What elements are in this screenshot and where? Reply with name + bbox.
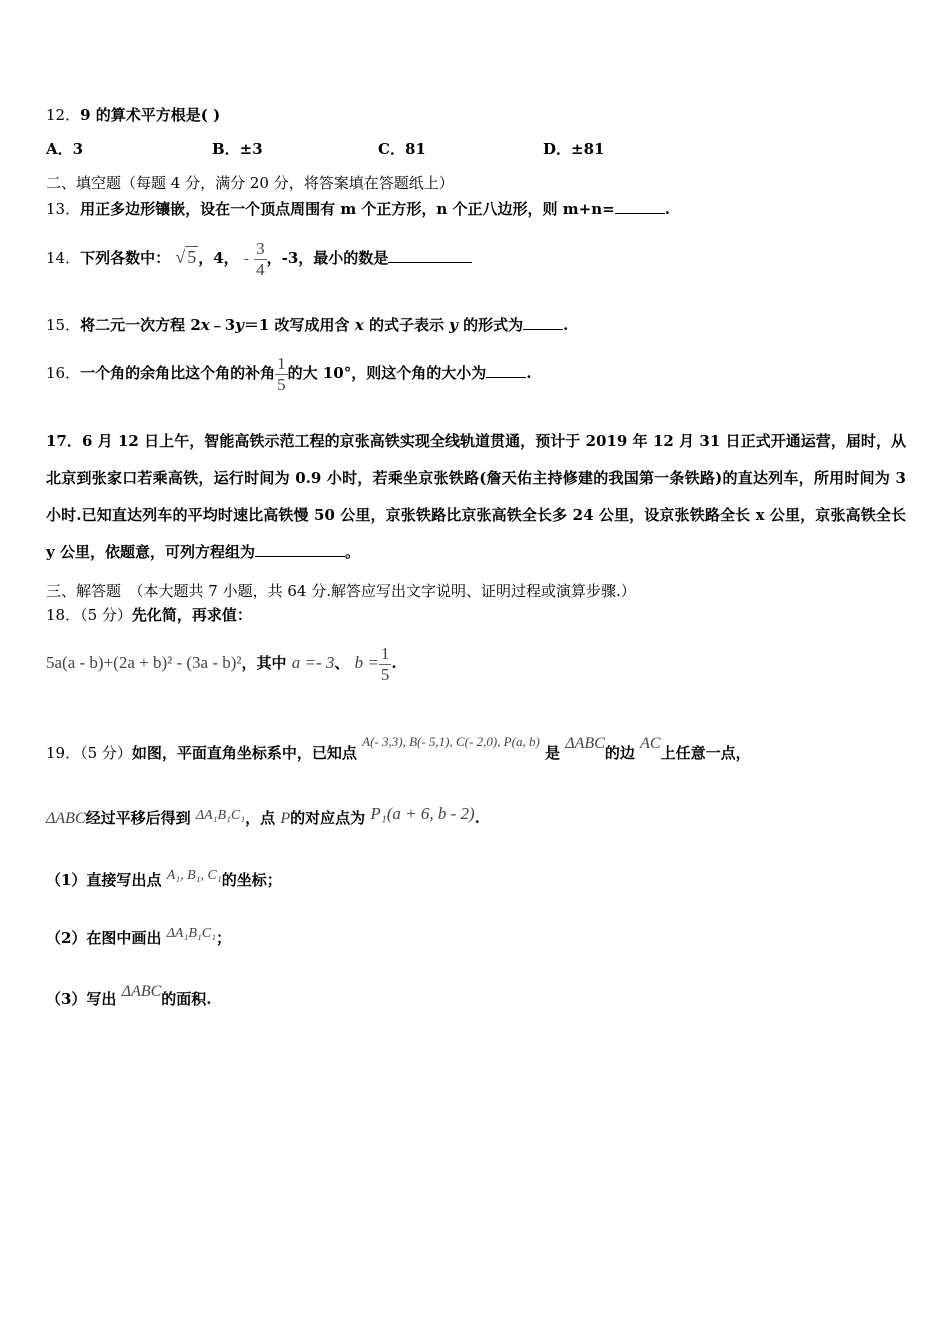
q19-line2-mid: ，点 — [245, 809, 276, 827]
section2-title: 二、填空题（每题 4 分，满分 20 分，将答案填在答题纸上） — [46, 174, 454, 192]
q15-y: y — [235, 316, 244, 334]
sqrt-symbol: √ 5 — [175, 247, 197, 267]
q14-sqrt-arg: 5 — [187, 247, 197, 267]
q15-post: 的形式为 — [457, 316, 524, 334]
q19-line2-end: . — [474, 809, 480, 827]
q15-y2: y — [449, 316, 458, 334]
q18-number: 18． — [46, 606, 81, 624]
q14-number: 14． — [46, 249, 81, 267]
q19-part3 — [46, 974, 212, 1010]
q18-text: 先化简，再求值： — [131, 606, 252, 624]
q19-line1 — [46, 722, 751, 762]
q19-line2-p: P — [280, 810, 291, 827]
q17 — [46, 423, 906, 571]
q19-ac: AC — [640, 735, 661, 752]
q16-post: 的大 10°，则这个角的大小为 — [287, 364, 487, 382]
q19-line2-triangle1: ΔA₁B₁C₁ — [195, 808, 246, 823]
q19-part2-text: ； — [215, 929, 231, 947]
q16-fraction — [275, 354, 288, 395]
q12-number: 12． — [46, 106, 81, 124]
q13-end: . — [664, 200, 670, 218]
q13 — [46, 198, 670, 219]
q17-text: 17．6 月 12 日上午，智能高铁示范工程的京张高铁实现全线轨道贯通，预计于 2019 年 12 月 31 日正式开通运营，届时，从北京到张家口若乘高铁，运行时间为 0.9 小时，若乘坐京张铁路(詹天佑主持修建的我国第一条铁路)的直达列车，所用时间为 3 小时.已知直达列车的平均时速比高铁慢 50 公里，京张铁路比京张高铁全长多 24 公里，设京张铁路全长 x 公里，京张高铁全长 y 公里，依题意，可列方程组为 — [46, 432, 906, 561]
q14-tail: ，-3，最小的数是 — [266, 249, 389, 267]
q13-text: 用正多边形镶嵌，设在一个顶点周围有 m 个正方形，n 个正八边形，则 m+n= — [80, 200, 615, 218]
q18-b-condition: b = — [354, 653, 379, 672]
q19-line2-triangle: ΔABC — [46, 810, 86, 827]
q15-x: x — [200, 316, 210, 334]
q16-end: . — [526, 364, 532, 382]
q19-part3-triangle: ΔABC — [121, 983, 162, 1000]
q15-pre: 将二元一次方程 2 — [80, 316, 201, 334]
q15-mid3: 的式子表示 — [363, 316, 450, 334]
q18-header — [46, 604, 252, 625]
q12-option-c: C．81 — [378, 140, 426, 158]
q19-triangle: ΔABC — [565, 735, 605, 752]
q17-answer-blank[interactable] — [255, 542, 345, 557]
q18-expression-line — [46, 638, 397, 688]
q19-part2-triangle: ΔA₁B₁C₁ — [166, 926, 216, 941]
q16-frac-num: 1 — [277, 353, 286, 373]
q19-edge: 的边 — [604, 744, 635, 762]
q12 — [46, 104, 220, 125]
q17-end: 。 — [344, 543, 360, 561]
section3-title: 三、解答题 （本大题共 7 小题，共 64 分.解答应写出文字说明、证明过程或演算步骤.） — [46, 582, 636, 600]
q19-line2-mid2: 的对应点为 — [290, 809, 366, 827]
q19-part3-text: 的面积. — [161, 990, 212, 1008]
q14-frac-den: 4 — [256, 259, 265, 279]
q18-score: （5 分） — [80, 606, 132, 624]
q18-a-condition: a =- 3 — [291, 653, 335, 672]
q19-part1-points: A₁, B₁, C₁ — [166, 868, 222, 883]
q19-post: 上任意一点， — [660, 744, 751, 762]
q19-line2-p1: P₁(a + 6, b - 2) — [370, 804, 475, 823]
q15-mid2: ＝1 改写成用含 — [243, 316, 355, 334]
q18-b-den: 5 — [380, 664, 390, 684]
q19-part1-text: 的坐标； — [221, 871, 282, 889]
q18-expression: 5a(a - b)+(2a + b)² - (3a - b)² — [46, 653, 242, 672]
q14-answer-blank[interactable] — [388, 248, 472, 263]
q12-option-b: B．±3 — [212, 140, 263, 158]
q15-x2: x — [354, 316, 364, 334]
q15-answer-blank[interactable] — [523, 315, 563, 330]
q19-text: 如图，平面直角坐标系中，已知点 — [131, 744, 357, 762]
q19-part3-label: （3）写出 — [46, 990, 117, 1008]
q18-b-fraction — [379, 644, 392, 685]
q18-b-num: 1 — [380, 643, 390, 663]
q19-part1-label: （1）直接写出点 — [46, 871, 162, 889]
q15-number: 15． — [46, 316, 81, 334]
q19-part2-label: （2）在图中画出 — [46, 929, 162, 947]
q12-option-d: D．±81 — [543, 140, 605, 158]
q15-end: . — [563, 316, 569, 334]
q16-number: 16． — [46, 364, 81, 382]
q13-answer-blank[interactable] — [615, 199, 665, 214]
q19-is: 是 — [545, 744, 561, 762]
q15 — [46, 314, 568, 335]
q19-part2 — [46, 916, 231, 952]
q16-answer-blank[interactable] — [486, 363, 526, 378]
q18-mid: ，其中 — [241, 654, 287, 672]
q14 — [46, 232, 472, 282]
q14-sep: ，4， — [198, 249, 239, 267]
q19-line2 — [46, 794, 480, 834]
q19-number: 19． — [46, 744, 81, 762]
q19-part1 — [46, 858, 282, 894]
q18-sep: 、 — [334, 654, 350, 672]
q14-lead: 下列各数中： — [80, 249, 171, 267]
q16-pre: 一个角的余角比这个角的补角 — [80, 364, 276, 382]
q14-minus: - — [243, 251, 249, 267]
q12-option-a: A．3 — [46, 140, 84, 158]
q19-score: （5 分） — [80, 744, 132, 762]
q12-text: 9 的算术平方根是( ) — [80, 106, 221, 124]
q14-frac-num: 3 — [256, 238, 265, 258]
q16-frac-den: 5 — [277, 374, 286, 394]
q19-points: A(- 3,3), B(- 5,1), C(- 2,0), P(a, b) — [362, 734, 540, 749]
q14-fraction — [254, 239, 267, 280]
q16 — [46, 348, 531, 398]
q19-line2-text: 经过平移后得到 — [85, 809, 191, 827]
q13-number: 13． — [46, 200, 81, 218]
q15-mid1: ﹣3 — [209, 316, 236, 334]
q18-end: . — [391, 654, 397, 672]
